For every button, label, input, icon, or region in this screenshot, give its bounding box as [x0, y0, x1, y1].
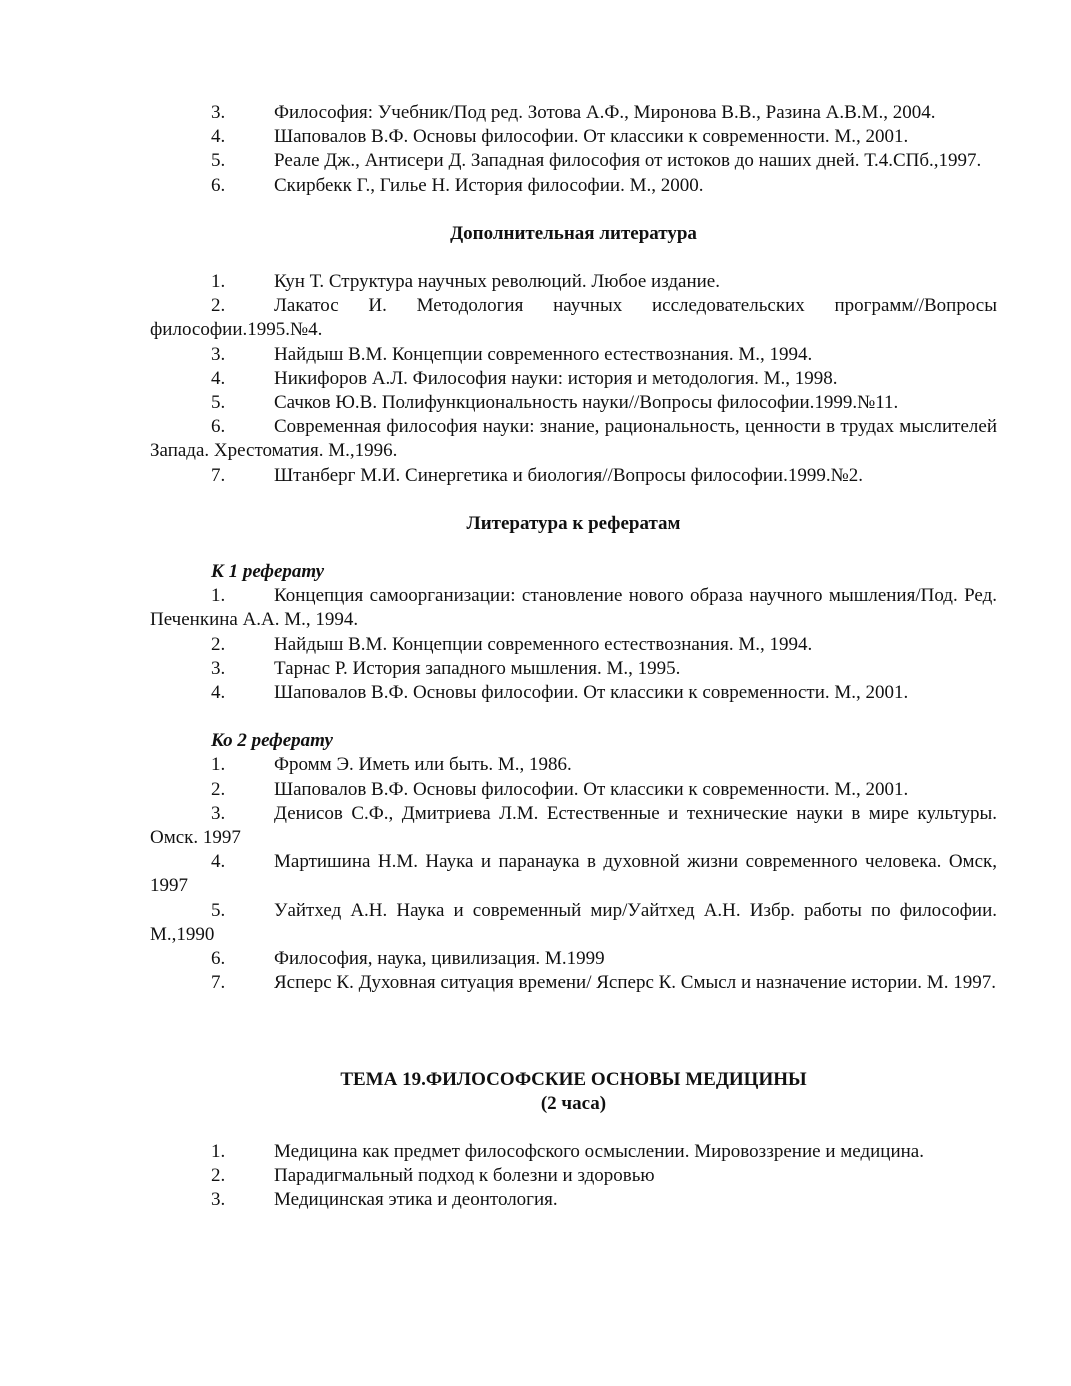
list-item: 2. Найдыш В.М. Концепции современного естествознания. М., 1994.	[211, 633, 813, 655]
list-item: 2. Шаповалов В.Ф. Основы философии. От классики к современности. М., 2001.	[211, 778, 909, 800]
list-item: 5. Реале Дж., Антисери Д. Западная философия от истоков до наших дней. Т.4.СПб.,1997.	[211, 150, 982, 172]
list-item: 2. Парадигмальный подход к болезни и здоровью	[211, 1165, 655, 1187]
list-item: 5. Сачков Ю.В. Полифункциональность науки//Вопросы философии.1999.№11.	[211, 392, 899, 414]
essay-1-list	[150, 584, 997, 705]
list-item: 5. Уайтхед А.Н. Наука и современный мир/Уайтхед А.Н. Избр. работы по философии. М.,1990	[150, 899, 997, 945]
list-item: 7. Ясперс К. Духовная ситуация времени/ Ясперс К. Смысл и назначение истории. М. 1997.	[211, 972, 996, 994]
list-item: 3. Тарнас Р. История западного мышления. М., 1995.	[211, 657, 681, 679]
list-item: 4. Мартишина Н.М. Наука и паранаука в духовной жизни современного человека. Омск, 1997	[150, 851, 997, 897]
topic-hours: (2 часа)	[540, 1092, 607, 1114]
list-item: 4. Шаповалов В.Ф. Основы философии. От классики к современности. М., 2001.	[211, 126, 909, 148]
list-item: 1. Фромм Э. Иметь или быть. М., 1986.	[211, 754, 572, 776]
list-item: 6. Современная философия науки: знание, рациональность, ценности в трудах мыслителей Запада. Хрестоматия. М.,1996.	[150, 416, 997, 462]
list-item: 3. Медицинская этика и деонтология.	[211, 1189, 558, 1211]
additional-literature-list	[150, 270, 997, 488]
topic-title: ТЕМА 19.ФИЛОСОФСКИЕ ОСНОВЫ МЕДИЦИНЫ	[340, 1068, 807, 1090]
list-item: 3. Философия: Учебник/Под ред. Зотова А.Ф., Миронова В.В., Разина А.В.М., 2004.	[211, 102, 936, 123]
list-item: 1. Медицина как предмет философского осмыслении. Мировоззрение и медицина.	[211, 1140, 924, 1162]
essay-2-list	[150, 753, 997, 995]
list-item: 1. Концепция самоорганизации: становление нового образа научного мышления/Под. Ред. Печенкина А.А. М., 1994.	[150, 585, 997, 631]
list-item: 2. Лакатос И. Методология научных исследовательских программ//Вопросы философии.1995.№4.	[150, 295, 997, 341]
list-item: 6. Скирбекк Г., Гилье Н. История философии. М., 2000.	[211, 174, 704, 196]
list-item: 4. Шаповалов В.Ф. Основы философии. От классики к современности. М., 2001.	[211, 682, 909, 704]
essay-group-title: Ко 2 реферату	[211, 730, 333, 752]
essays-literature-heading: Литература к рефератам	[466, 512, 681, 534]
topic-questions-list	[150, 1140, 997, 1213]
list-item: 3. Денисов С.Ф., Дмитриева Л.М. Естественные и технические науки в мире культуры. Омск. 1997	[150, 802, 997, 849]
list-item: 6. Философия, наука, цивилизация. М.1999	[211, 948, 605, 970]
list-item: 7. Штанберг М.И. Синергетика и биология//Вопросы философии.1999.№2.	[211, 464, 863, 486]
list-item: 4. Никифоров А.Л. Философия науки: история и методология. М., 1998.	[211, 367, 838, 389]
list-item: 1. Кун Т. Структура научных революций. Любое издание.	[211, 271, 720, 293]
additional-literature-heading: Дополнительная литература	[450, 222, 697, 244]
essay-group-title: К 1 реферату	[211, 561, 325, 583]
main-literature-list	[150, 101, 997, 198]
page-content	[150, 101, 997, 1213]
list-item: 3. Найдыш В.М. Концепции современного естествознания. М., 1994.	[211, 343, 813, 365]
